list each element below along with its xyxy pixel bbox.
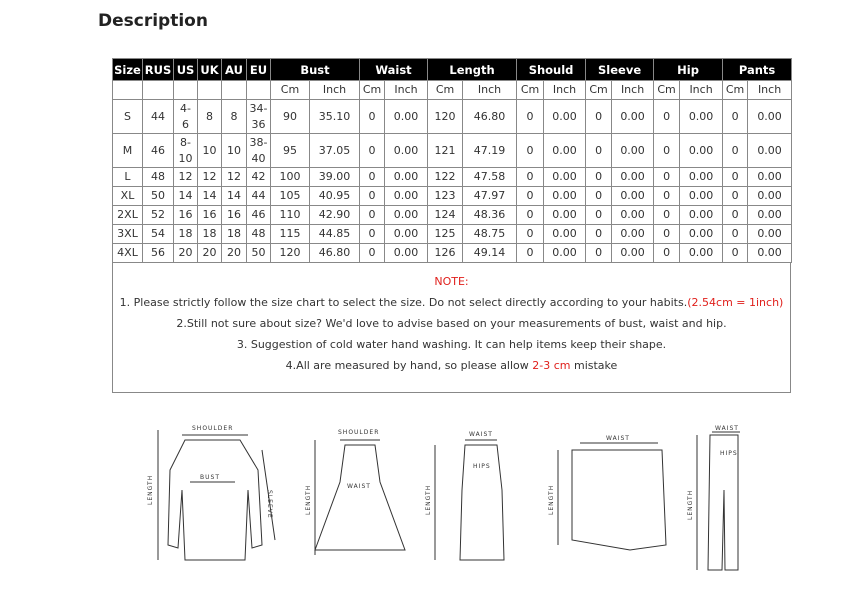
- unit-cell-empty: [198, 81, 222, 100]
- unit-cm: Cm: [428, 81, 463, 100]
- table-cell: M: [113, 134, 143, 168]
- size-chart-table: [112, 58, 792, 263]
- table-cell: 37.05: [310, 134, 360, 168]
- table-cell: 48.75: [463, 225, 517, 244]
- table-row: [113, 244, 792, 263]
- table-cell: 52: [143, 206, 174, 225]
- svg-text:SLEEVE: SLEEVE: [266, 490, 273, 519]
- notes-section: [112, 262, 791, 393]
- svg-text:LENGTH: LENGTH: [305, 484, 312, 515]
- table-cell: 0: [517, 244, 544, 263]
- unit-inch: Inch: [463, 81, 517, 100]
- unit-inch: Inch: [612, 81, 654, 100]
- table-cell: 0.00: [385, 244, 428, 263]
- table-cell: 0: [654, 206, 680, 225]
- unit-row: [113, 81, 792, 100]
- table-cell: 0: [723, 168, 748, 187]
- table-cell: 121: [428, 134, 463, 168]
- table-cell: 48: [247, 225, 271, 244]
- table-cell: 0: [654, 134, 680, 168]
- svg-text:BUST: BUST: [200, 474, 220, 481]
- table-cell: 42: [247, 168, 271, 187]
- table-cell: 0: [723, 206, 748, 225]
- table-cell: 0: [517, 134, 544, 168]
- table-cell: 46: [247, 206, 271, 225]
- column-header: UK: [198, 59, 222, 81]
- unit-cm: Cm: [723, 81, 748, 100]
- table-cell: 123: [428, 187, 463, 206]
- table-cell: 0.00: [385, 225, 428, 244]
- table-cell: 0: [360, 244, 385, 263]
- unit-inch: Inch: [544, 81, 586, 100]
- table-cell: 0: [723, 225, 748, 244]
- table-cell: 0: [723, 134, 748, 168]
- note-4-text: 4.All are measured by hand, so please allow: [285, 359, 533, 372]
- table-row: [113, 134, 792, 168]
- table-cell: 0.00: [544, 100, 586, 134]
- table-cell: 0.00: [680, 206, 723, 225]
- table-cell: 0.00: [680, 244, 723, 263]
- table-cell: 0.00: [544, 225, 586, 244]
- table-cell: 0.00: [612, 187, 654, 206]
- table-cell: 14: [198, 187, 222, 206]
- pants-illustration: [687, 425, 740, 570]
- table-cell: 0.00: [748, 187, 792, 206]
- table-cell: 42.90: [310, 206, 360, 225]
- table-cell: 18: [222, 225, 247, 244]
- table-cell: 0.00: [748, 225, 792, 244]
- svg-text:WAIST: WAIST: [347, 483, 371, 490]
- unit-inch: Inch: [748, 81, 792, 100]
- table-cell: 16: [174, 206, 198, 225]
- group-header: Bust: [271, 59, 360, 81]
- table-cell: 18: [198, 225, 222, 244]
- table-cell: 0: [360, 187, 385, 206]
- note-3: 3. Suggestion of cold water hand washing. It can help items keep their shape.: [236, 338, 667, 351]
- group-header: Pants: [723, 59, 792, 81]
- table-cell: 44: [247, 187, 271, 206]
- table-cell: 8: [222, 100, 247, 134]
- table-cell: 0.00: [748, 244, 792, 263]
- table-cell: 0: [517, 168, 544, 187]
- table-cell: 120: [428, 100, 463, 134]
- table-cell: 40.95: [310, 187, 360, 206]
- table-cell: 20: [174, 244, 198, 263]
- table-cell: 0.00: [680, 134, 723, 168]
- table-cell: 10: [198, 134, 222, 168]
- page-title: Description: [98, 11, 208, 31]
- table-cell: 18: [174, 225, 198, 244]
- dress-illustration: [305, 429, 405, 555]
- table-cell: 14: [174, 187, 198, 206]
- unit-cm: Cm: [654, 81, 680, 100]
- table-cell: 0.00: [680, 168, 723, 187]
- table-cell: 34- 36: [247, 100, 271, 134]
- svg-text:SHOULDER: SHOULDER: [192, 425, 234, 432]
- table-cell: 0: [360, 168, 385, 187]
- table-cell: 8: [198, 100, 222, 134]
- table-cell: 0: [586, 168, 612, 187]
- shorts-illustration: [548, 435, 666, 550]
- table-row: [113, 100, 792, 134]
- table-cell: 2XL: [113, 206, 143, 225]
- table-cell: L: [113, 168, 143, 187]
- note-1-conversion: (2.54cm = 1inch): [687, 296, 784, 309]
- table-cell: 0: [654, 100, 680, 134]
- unit-cm: Cm: [586, 81, 612, 100]
- unit-cm: Cm: [271, 81, 310, 100]
- unit-cell-empty: [222, 81, 247, 100]
- table-cell: 44.85: [310, 225, 360, 244]
- svg-text:WAIST: WAIST: [469, 431, 493, 438]
- table-cell: 47.19: [463, 134, 517, 168]
- table-row: [113, 225, 792, 244]
- table-cell: 0.00: [612, 206, 654, 225]
- table-cell: 12: [198, 168, 222, 187]
- table-cell: 0.00: [748, 168, 792, 187]
- column-header: Size: [113, 59, 143, 81]
- table-cell: 0: [654, 168, 680, 187]
- table-cell: 110: [271, 206, 310, 225]
- table-cell: 0.00: [748, 206, 792, 225]
- table-cell: 0: [723, 244, 748, 263]
- table-cell: 4- 6: [174, 100, 198, 134]
- table-cell: 12: [222, 168, 247, 187]
- table-cell: 0.00: [612, 225, 654, 244]
- skirt-illustration: [425, 431, 504, 560]
- note-1-text: 1. Please strictly follow the size chart to select the size. Do not select directly according to your habits.: [119, 296, 688, 309]
- table-cell: 47.97: [463, 187, 517, 206]
- table-cell: 20: [222, 244, 247, 263]
- table-cell: 4XL: [113, 244, 143, 263]
- table-cell: 8- 10: [174, 134, 198, 168]
- table-cell: 12: [174, 168, 198, 187]
- table-cell: 0: [654, 225, 680, 244]
- table-cell: 0: [586, 134, 612, 168]
- table-cell: 0: [517, 100, 544, 134]
- table-cell: 0: [654, 244, 680, 263]
- table-cell: 0: [586, 244, 612, 263]
- unit-cm: Cm: [360, 81, 385, 100]
- table-cell: 0: [586, 225, 612, 244]
- table-cell: 0.00: [385, 134, 428, 168]
- table-cell: 105: [271, 187, 310, 206]
- table-cell: 10: [222, 134, 247, 168]
- table-cell: 0: [586, 206, 612, 225]
- table-cell: 0: [360, 206, 385, 225]
- note-4-tolerance: 2-3 cm: [532, 359, 571, 372]
- unit-cell-empty: [113, 81, 143, 100]
- svg-text:LENGTH: LENGTH: [687, 489, 694, 520]
- table-cell: 0.00: [544, 206, 586, 225]
- unit-cell-empty: [174, 81, 198, 100]
- table-cell: 0: [360, 134, 385, 168]
- table-cell: 0.00: [612, 134, 654, 168]
- table-row: [113, 168, 792, 187]
- table-cell: 39.00: [310, 168, 360, 187]
- unit-inch: Inch: [385, 81, 428, 100]
- note-4: [113, 355, 790, 376]
- table-cell: XL: [113, 187, 143, 206]
- table-cell: 124: [428, 206, 463, 225]
- table-cell: 50: [247, 244, 271, 263]
- table-cell: 0.00: [748, 100, 792, 134]
- table-cell: 20: [198, 244, 222, 263]
- note-4-end: mistake: [570, 359, 618, 372]
- column-header: RUS: [143, 59, 174, 81]
- unit-cell-empty: [143, 81, 174, 100]
- svg-text:WAIST: WAIST: [715, 425, 739, 432]
- table-cell: 0.00: [385, 100, 428, 134]
- group-header: Waist: [360, 59, 428, 81]
- table-cell: 48: [143, 168, 174, 187]
- table-cell: 48.36: [463, 206, 517, 225]
- table-cell: 0.00: [612, 100, 654, 134]
- unit-cell-empty: [247, 81, 271, 100]
- svg-text:LENGTH: LENGTH: [548, 484, 555, 515]
- table-cell: 0.00: [748, 134, 792, 168]
- group-header: Sleeve: [586, 59, 654, 81]
- table-cell: 46.80: [463, 100, 517, 134]
- table-cell: 0.00: [544, 187, 586, 206]
- table-cell: 47.58: [463, 168, 517, 187]
- table-cell: 125: [428, 225, 463, 244]
- table-cell: 0: [360, 100, 385, 134]
- column-header: AU: [222, 59, 247, 81]
- group-header: Should: [517, 59, 586, 81]
- table-cell: 122: [428, 168, 463, 187]
- svg-text:SHOULDER: SHOULDER: [338, 429, 380, 436]
- table-cell: 0: [517, 206, 544, 225]
- unit-cm: Cm: [517, 81, 544, 100]
- table-cell: 126: [428, 244, 463, 263]
- table-cell: 0: [517, 187, 544, 206]
- table-cell: 0.00: [680, 225, 723, 244]
- table-cell: 0.00: [544, 244, 586, 263]
- header-row: [113, 59, 792, 81]
- table-cell: 49.14: [463, 244, 517, 263]
- table-cell: 0.00: [385, 206, 428, 225]
- svg-text:LENGTH: LENGTH: [147, 474, 154, 505]
- unit-inch: Inch: [680, 81, 723, 100]
- svg-text:LENGTH: LENGTH: [425, 484, 432, 515]
- svg-text:WAIST: WAIST: [606, 435, 630, 442]
- table-cell: 0.00: [385, 168, 428, 187]
- table-cell: 0.00: [680, 187, 723, 206]
- table-cell: 0.00: [544, 168, 586, 187]
- table-cell: 0: [360, 225, 385, 244]
- table-row: [113, 206, 792, 225]
- table-cell: 16: [222, 206, 247, 225]
- table-cell: 56: [143, 244, 174, 263]
- table-cell: S: [113, 100, 143, 134]
- table-cell: 0: [586, 100, 612, 134]
- table-cell: 0.00: [612, 168, 654, 187]
- table-cell: 54: [143, 225, 174, 244]
- note-title: NOTE:: [434, 275, 469, 288]
- note-1: [113, 292, 790, 313]
- table-cell: 14: [222, 187, 247, 206]
- table-cell: 0: [586, 187, 612, 206]
- table-cell: 0: [723, 187, 748, 206]
- column-header: EU: [247, 59, 271, 81]
- measurement-illustrations: [140, 410, 740, 580]
- group-header: Length: [428, 59, 517, 81]
- table-cell: 44: [143, 100, 174, 134]
- table-cell: 50: [143, 187, 174, 206]
- table-cell: 16: [198, 206, 222, 225]
- column-header: US: [174, 59, 198, 81]
- table-cell: 0.00: [544, 134, 586, 168]
- table-cell: 38- 40: [247, 134, 271, 168]
- table-cell: 0.00: [385, 187, 428, 206]
- table-cell: 0: [654, 187, 680, 206]
- table-cell: 3XL: [113, 225, 143, 244]
- table-cell: 0.00: [612, 244, 654, 263]
- table-row: [113, 187, 792, 206]
- table-cell: 0.00: [680, 100, 723, 134]
- table-cell: 46: [143, 134, 174, 168]
- table-cell: 0: [723, 100, 748, 134]
- group-header: Hip: [654, 59, 723, 81]
- table-cell: 35.10: [310, 100, 360, 134]
- jacket-illustration: [147, 425, 275, 560]
- table-cell: 46.80: [310, 244, 360, 263]
- table-cell: 90: [271, 100, 310, 134]
- table-cell: 120: [271, 244, 310, 263]
- table-cell: 95: [271, 134, 310, 168]
- svg-text:HIPS: HIPS: [720, 450, 738, 457]
- table-cell: 100: [271, 168, 310, 187]
- svg-text:HIPS: HIPS: [473, 463, 491, 470]
- table-cell: 0: [517, 225, 544, 244]
- note-2: 2.Still not sure about size? We'd love to advise based on your measurements of bust, waist and hip.: [176, 317, 727, 330]
- unit-inch: Inch: [310, 81, 360, 100]
- table-cell: 115: [271, 225, 310, 244]
